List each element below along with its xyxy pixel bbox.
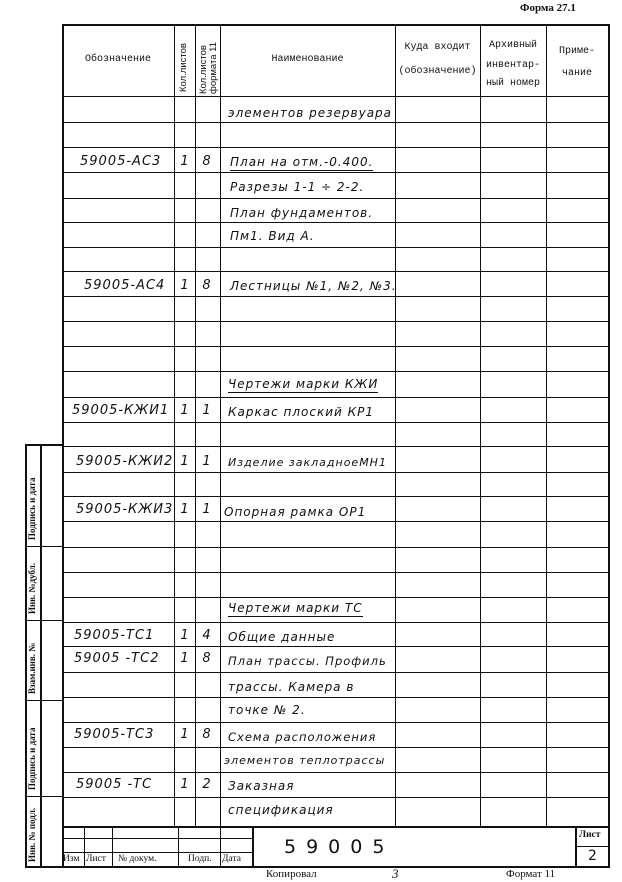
row-divider — [62, 672, 608, 673]
row-divider — [62, 547, 608, 548]
tb-col-2 — [112, 826, 113, 866]
row-code: 59005-КЖИ2 — [76, 454, 174, 469]
row-qty: 1 — [180, 651, 190, 666]
tb-sheet-label: Лист — [579, 830, 601, 840]
row-code: 59005-ТС3 — [74, 727, 155, 742]
tb-col-5 — [252, 826, 254, 866]
frame-top — [62, 24, 610, 26]
row-name: Каркас плоский КР1 — [228, 405, 375, 419]
tb-col-3 — [178, 826, 179, 866]
tb-sheet: Лист — [86, 854, 106, 864]
header-where-used-2: (обозначение) — [398, 66, 477, 77]
row-divider — [62, 772, 608, 773]
row-divider — [62, 747, 608, 748]
row-name: Опорная рамка ОР1 — [224, 505, 367, 519]
tb-col-1 — [84, 826, 85, 866]
side-label-orig-inv: Инв. № подл. — [27, 807, 37, 862]
row-qty11: 8 — [202, 278, 212, 293]
header-archive-3: ный номер — [485, 78, 540, 89]
row-qty: 1 — [180, 628, 190, 643]
tb-date: Дата — [222, 854, 241, 864]
header-bottom — [62, 96, 610, 97]
row-code: 59005-ТС1 — [74, 628, 155, 643]
footer-format: Формат 11 — [506, 868, 556, 880]
tb-doc-num: № докум. — [118, 854, 157, 864]
row-divider — [62, 296, 608, 297]
header-archive-1: Архивный — [488, 40, 537, 51]
row-name: трассы. Камера в — [228, 680, 355, 694]
col-line-5 — [480, 24, 481, 828]
title-block-row-1 — [62, 838, 252, 839]
row-name: Лестницы №1, №2, №3. — [230, 279, 397, 293]
row-name: Общие данные — [228, 630, 336, 644]
row-divider — [62, 697, 608, 698]
header-note-2: чание — [561, 68, 592, 79]
row-divider — [62, 198, 608, 199]
row-divider — [62, 722, 608, 723]
row-qty: 1 — [180, 502, 190, 517]
side-div-3 — [25, 700, 62, 701]
row-name: элементов теплотрассы — [224, 754, 386, 767]
header-sheet-count-a11: Кол.листов формата 11 — [198, 41, 219, 94]
row-divider — [62, 496, 608, 497]
row-divider — [62, 422, 608, 423]
row-code: 59005-КЖИ3 — [76, 502, 174, 517]
row-qty: 1 — [180, 454, 190, 469]
row-qty11: 1 — [202, 403, 212, 418]
side-strip-top — [25, 444, 63, 446]
side-strip-bottom — [25, 866, 63, 868]
row-divider — [62, 521, 608, 522]
row-divider — [62, 147, 608, 148]
row-name: Пм1. Вид А. — [230, 229, 315, 243]
row-name: Схема расположения — [228, 730, 377, 744]
side-label-sign-date-1: Подпись и дата — [27, 477, 37, 540]
section-heading-kzhi: Чертежи марки КЖИ — [228, 377, 379, 391]
side-label-sign-date-2: Подпись и дата — [27, 727, 37, 790]
form-label: Форма 27.1 — [520, 2, 576, 14]
row-name: Изделие закладноеМН1 — [228, 456, 387, 469]
row-name: План фундаментов. — [230, 206, 374, 220]
row-name: точке № 2. — [228, 703, 306, 717]
document-number: 59005 — [284, 836, 395, 858]
row-divider — [62, 446, 608, 447]
header-sheet-count: Кол.листов — [178, 43, 189, 92]
header-note-1: Приме- — [558, 46, 595, 57]
row-qty11: 2 — [202, 777, 212, 792]
row-qty11: 1 — [202, 502, 212, 517]
header-where-used-1: Куда входит — [404, 42, 471, 53]
side-label-dup-inv: Инв. №дубл. — [27, 562, 37, 614]
col-line-4 — [395, 24, 396, 828]
row-divider — [62, 371, 608, 372]
tb-sheet-div — [575, 846, 609, 847]
row-code: 59005-КЖИ1 — [72, 403, 170, 418]
row-divider — [62, 122, 608, 123]
footer-mark: 3 — [392, 866, 399, 881]
col-line-2 — [195, 24, 196, 828]
col-line-1 — [174, 24, 175, 828]
row-divider — [62, 172, 608, 173]
row-code: 59005 -ТС2 — [74, 651, 160, 666]
row-name: План трассы. Профиль — [228, 654, 387, 668]
row-divider — [62, 797, 608, 798]
row-qty11: 4 — [202, 628, 212, 643]
row-name: элементов резервуара — [228, 106, 393, 120]
row-divider — [62, 321, 608, 322]
row-qty: 1 — [180, 777, 190, 792]
side-strip-right — [40, 444, 42, 866]
row-qty: 1 — [180, 154, 190, 169]
row-name: План на отм.-0.400. — [230, 155, 374, 169]
row-divider — [62, 472, 608, 473]
tb-signature: Подп. — [188, 854, 212, 864]
row-qty11: 8 — [202, 727, 212, 742]
side-div-4 — [25, 796, 62, 797]
row-qty11: 1 — [202, 454, 212, 469]
section-heading-ts: Чертежи марки ТС — [228, 601, 363, 615]
row-divider — [62, 271, 608, 272]
row-name: Заказная — [228, 779, 295, 793]
header-name: Наименование — [271, 54, 344, 65]
col-line-3 — [220, 24, 221, 828]
row-name: спецификация — [228, 803, 334, 817]
row-divider — [62, 247, 608, 248]
header-designation: Обозначение — [84, 54, 151, 65]
side-div-2 — [25, 620, 62, 621]
row-name: Разрезы 1-1 ÷ 2-2. — [230, 180, 365, 194]
footer-copied: Копировал — [266, 868, 317, 880]
title-block-top — [62, 826, 610, 828]
header-archive-2: инвентар- — [485, 60, 540, 71]
frame-right — [608, 24, 610, 866]
row-code: 59005-АС3 — [80, 154, 162, 169]
row-divider — [62, 397, 608, 398]
col-line-6 — [546, 24, 547, 828]
row-divider — [62, 622, 608, 623]
row-divider — [62, 572, 608, 573]
tb-col-4 — [220, 826, 221, 866]
side-div-1 — [25, 546, 62, 547]
row-qty: 1 — [180, 403, 190, 418]
row-qty11: 8 — [202, 651, 212, 666]
title-block-row-2 — [62, 852, 252, 853]
row-qty11: 8 — [202, 154, 212, 169]
row-qty: 1 — [180, 727, 190, 742]
row-divider — [62, 222, 608, 223]
tb-sheet-number: 2 — [588, 848, 597, 864]
row-qty: 1 — [180, 278, 190, 293]
row-code: 59005-АС4 — [84, 278, 166, 293]
row-code: 59005 -ТС — [76, 777, 153, 792]
row-divider — [62, 597, 608, 598]
row-divider — [62, 646, 608, 647]
tb-change: Изм — [63, 854, 80, 864]
side-label-replace-inv: Взам.инв. № — [27, 642, 37, 694]
row-divider — [62, 346, 608, 347]
